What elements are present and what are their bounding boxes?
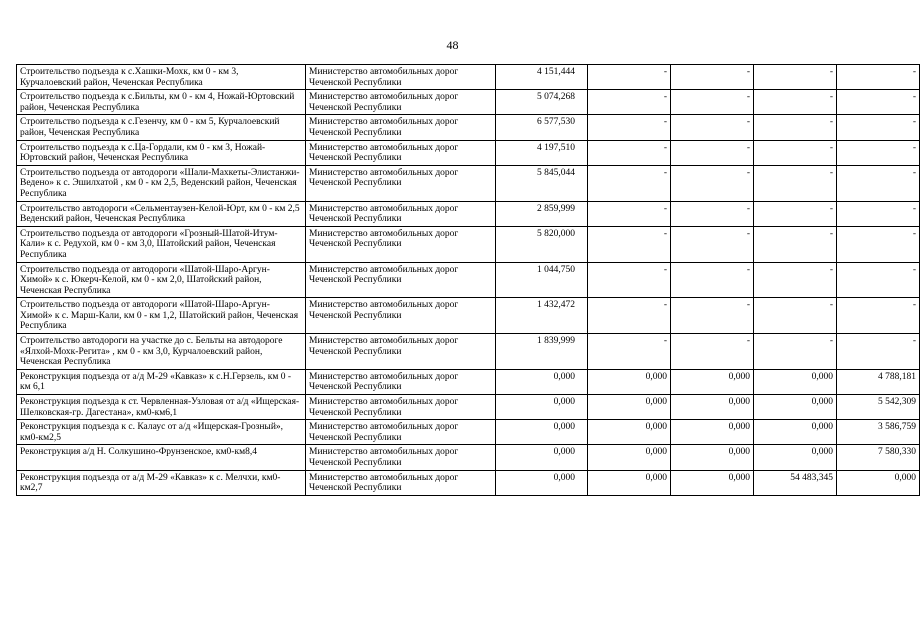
value-cell-2: - bbox=[588, 165, 671, 201]
organization-cell: Министерство автомобильных дорог Чеченской Республики bbox=[306, 65, 496, 90]
organization-cell: Министерство автомобильных дорог Чеченской Республики bbox=[306, 369, 496, 394]
value-cell-5: 5 542,309 bbox=[837, 395, 920, 420]
value-cell-1: 1 432,472 bbox=[496, 298, 588, 334]
organization-cell: Министерство автомобильных дорог Чеченской Республики bbox=[306, 395, 496, 420]
value-cell-1: 6 577,530 bbox=[496, 115, 588, 140]
value-cell-2: 0,000 bbox=[588, 445, 671, 470]
value-cell-4: - bbox=[754, 65, 837, 90]
value-cell-2: - bbox=[588, 298, 671, 334]
value-cell-3: 0,000 bbox=[671, 445, 754, 470]
value-cell-3: - bbox=[671, 298, 754, 334]
value-cell-4: 0,000 bbox=[754, 395, 837, 420]
project-name-cell: Реконструкция подъезда к с. Калаус от а/д «Ищерская-Грозный», км0-км2,5 bbox=[17, 420, 306, 445]
table-row bbox=[17, 420, 920, 445]
value-cell-3: - bbox=[671, 90, 754, 115]
table-row bbox=[17, 470, 920, 495]
value-cell-5: - bbox=[837, 65, 920, 90]
value-cell-4: 0,000 bbox=[754, 420, 837, 445]
value-cell-4: - bbox=[754, 115, 837, 140]
project-name-cell: Строительство автодороги на участке до с. Бельты на автодороге «Ялхой-Мохк-Регита» , км 0 - км 3,0, Курчалоевский район, Чеченская Республика bbox=[17, 334, 306, 370]
value-cell-4: - bbox=[754, 226, 837, 262]
value-cell-3: 0,000 bbox=[671, 420, 754, 445]
value-cell-4: - bbox=[754, 298, 837, 334]
value-cell-4: - bbox=[754, 334, 837, 370]
value-cell-4: - bbox=[754, 262, 837, 298]
table-row bbox=[17, 90, 920, 115]
project-name-cell: Строительство подъезда к с.Ца-Гордали, км 0 - км 3, Ножай-Юртовский район, Чеченская Республика bbox=[17, 140, 306, 165]
table-row bbox=[17, 226, 920, 262]
value-cell-1: 0,000 bbox=[496, 470, 588, 495]
organization-cell: Министерство автомобильных дорог Чеченской Республики bbox=[306, 165, 496, 201]
value-cell-3: 0,000 bbox=[671, 470, 754, 495]
value-cell-3: 0,000 bbox=[671, 395, 754, 420]
value-cell-4: - bbox=[754, 90, 837, 115]
project-name-cell: Реконструкция подъезда от а/д М-29 «Кавказ» к с.Н.Герзель, км 0 - км 6,1 bbox=[17, 369, 306, 394]
value-cell-2: - bbox=[588, 201, 671, 226]
value-cell-2: 0,000 bbox=[588, 395, 671, 420]
value-cell-2: - bbox=[588, 334, 671, 370]
table-row bbox=[17, 334, 920, 370]
value-cell-2: - bbox=[588, 65, 671, 90]
value-cell-5: 4 788,181 bbox=[837, 369, 920, 394]
table-row bbox=[17, 165, 920, 201]
value-cell-1: 5 074,268 bbox=[496, 90, 588, 115]
value-cell-5: - bbox=[837, 298, 920, 334]
table-row bbox=[17, 298, 920, 334]
value-cell-2: 0,000 bbox=[588, 470, 671, 495]
organization-cell: Министерство автомобильных дорог Чеченской Республики bbox=[306, 298, 496, 334]
organization-cell: Министерство автомобильных дорог Чеченской Республики bbox=[306, 470, 496, 495]
organization-cell: Министерство автомобильных дорог Чеченской Республики bbox=[306, 90, 496, 115]
organization-cell: Министерство автомобильных дорог Чеченской Республики bbox=[306, 140, 496, 165]
table-row bbox=[17, 395, 920, 420]
table-row bbox=[17, 201, 920, 226]
value-cell-2: 0,000 bbox=[588, 369, 671, 394]
value-cell-1: 1 839,999 bbox=[496, 334, 588, 370]
value-cell-2: - bbox=[588, 115, 671, 140]
organization-cell: Министерство автомобильных дорог Чеченской Республики bbox=[306, 115, 496, 140]
project-name-cell: Строительство подъезда от автодороги «Шали-Махкеты-Элистанжи-Ведено» к с. Эшилхатой , км 0 - км 2,5, Веденский район, Чеченская Республика bbox=[17, 165, 306, 201]
value-cell-3: - bbox=[671, 165, 754, 201]
value-cell-3: - bbox=[671, 65, 754, 90]
value-cell-5: 7 580,330 bbox=[837, 445, 920, 470]
value-cell-1: 0,000 bbox=[496, 395, 588, 420]
value-cell-4: 0,000 bbox=[754, 445, 837, 470]
value-cell-4: - bbox=[754, 201, 837, 226]
value-cell-5: - bbox=[837, 140, 920, 165]
table-body bbox=[17, 65, 920, 496]
value-cell-5: - bbox=[837, 165, 920, 201]
organization-cell: Министерство автомобильных дорог Чеченской Республики bbox=[306, 201, 496, 226]
value-cell-3: - bbox=[671, 262, 754, 298]
value-cell-2: - bbox=[588, 140, 671, 165]
project-name-cell: Строительство подъезда от автодороги «Шатой-Шаро-Аргун-Химой» к с. Марш-Кали, км 0 - км 1,2, Шатойский район, Чеченская Республика bbox=[17, 298, 306, 334]
page-number: 48 bbox=[446, 38, 459, 52]
value-cell-1: 4 151,444 bbox=[496, 65, 588, 90]
value-cell-3: - bbox=[671, 226, 754, 262]
table-row bbox=[17, 115, 920, 140]
table-row bbox=[17, 369, 920, 394]
organization-cell: Министерство автомобильных дорог Чеченской Республики bbox=[306, 226, 496, 262]
value-cell-1: 1 044,750 bbox=[496, 262, 588, 298]
value-cell-4: - bbox=[754, 140, 837, 165]
project-name-cell: Реконструкция а/д Н. Солкушино-Фрунзенское, км0-км8,4 bbox=[17, 445, 306, 470]
project-name-cell: Реконструкция подъезда от а/д М-29 «Кавказ» к с. Мелчхи, км0-км2,7 bbox=[17, 470, 306, 495]
organization-cell: Министерство автомобильных дорог Чеченской Республики bbox=[306, 420, 496, 445]
value-cell-2: - bbox=[588, 226, 671, 262]
value-cell-1: 5 820,000 bbox=[496, 226, 588, 262]
project-name-cell: Строительство подъезда к с.Бильты, км 0 - км 4, Ножай-Юртовский район, Чеченская Республика bbox=[17, 90, 306, 115]
value-cell-5: 0,000 bbox=[837, 470, 920, 495]
value-cell-4: 0,000 bbox=[754, 369, 837, 394]
value-cell-3: - bbox=[671, 115, 754, 140]
value-cell-1: 0,000 bbox=[496, 369, 588, 394]
value-cell-1: 0,000 bbox=[496, 420, 588, 445]
value-cell-3: - bbox=[671, 201, 754, 226]
project-name-cell: Строительство автодороги «Сельментаузен-Келой-Юрт, км 0 - км 2,5 Веденский район, Чеченская Республика bbox=[17, 201, 306, 226]
table-row bbox=[17, 140, 920, 165]
value-cell-3: 0,000 bbox=[671, 369, 754, 394]
value-cell-3: - bbox=[671, 334, 754, 370]
project-name-cell: Строительство подъезда от автодороги «Шатой-Шаро-Аргун-Химой» к с. Юкерч-Келой, км 0 - км 2,0, Шатойский район, Чеченская Республика bbox=[17, 262, 306, 298]
project-name-cell: Реконструкция подъезда к ст. Червленная-Узловая от а/д «Ищерская-Шелковская-гр. Дагестана», км0-км6,1 bbox=[17, 395, 306, 420]
organization-cell: Министерство автомобильных дорог Чеченской Республики bbox=[306, 445, 496, 470]
value-cell-5: - bbox=[837, 226, 920, 262]
organization-cell: Министерство автомобильных дорог Чеченской Республики bbox=[306, 334, 496, 370]
value-cell-2: - bbox=[588, 262, 671, 298]
value-cell-2: 0,000 bbox=[588, 420, 671, 445]
value-cell-5: 3 586,759 bbox=[837, 420, 920, 445]
value-cell-5: - bbox=[837, 115, 920, 140]
value-cell-1: 4 197,510 bbox=[496, 140, 588, 165]
project-name-cell: Строительство подъезда к с.Гезенчу, км 0 - км 5, Курчалоевский район, Чеченская Республика bbox=[17, 115, 306, 140]
value-cell-5: - bbox=[837, 201, 920, 226]
value-cell-5: - bbox=[837, 262, 920, 298]
organization-cell: Министерство автомобильных дорог Чеченской Республики bbox=[306, 262, 496, 298]
value-cell-1: 5 845,044 bbox=[496, 165, 588, 201]
value-cell-3: - bbox=[671, 140, 754, 165]
value-cell-5: - bbox=[837, 90, 920, 115]
value-cell-2: - bbox=[588, 90, 671, 115]
value-cell-4: - bbox=[754, 165, 837, 201]
value-cell-4: 54 483,345 bbox=[754, 470, 837, 495]
table-row bbox=[17, 262, 920, 298]
project-name-cell: Строительство подъезда от автодороги «Грозный-Шатой-Итум-Кали» к с. Редухой, км 0 - км 3,0, Шатойский район, Чеченская Республика bbox=[17, 226, 306, 262]
value-cell-5: - bbox=[837, 334, 920, 370]
table-row bbox=[17, 445, 920, 470]
table-row bbox=[17, 65, 920, 90]
value-cell-1: 0,000 bbox=[496, 445, 588, 470]
project-name-cell: Строительство подъезда к с.Хашки-Мохк, км 0 - км 3, Курчалоевский район, Чеченская Республика bbox=[17, 65, 306, 90]
budget-table bbox=[16, 64, 920, 496]
value-cell-1: 2 859,999 bbox=[496, 201, 588, 226]
